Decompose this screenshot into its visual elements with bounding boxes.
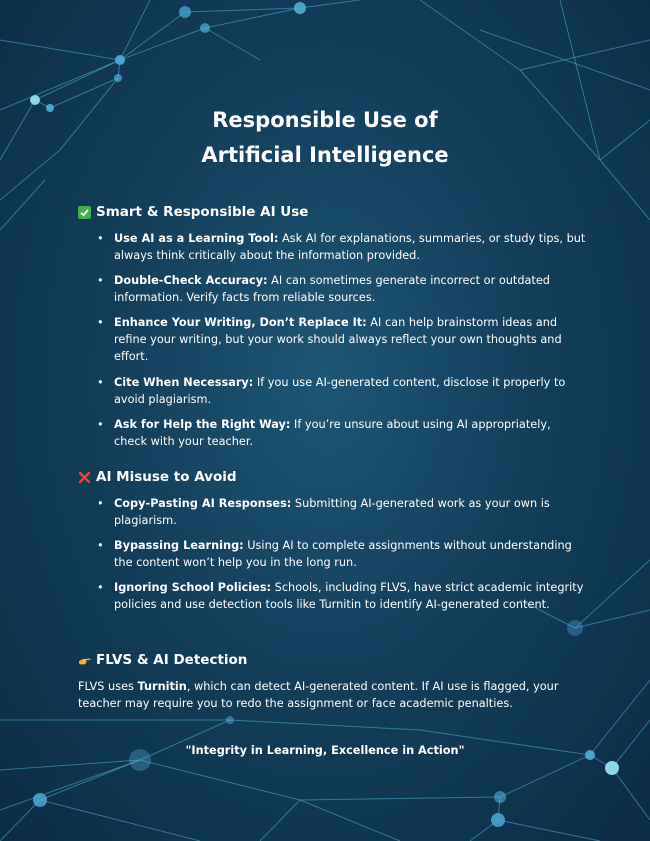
list-item: • Copy-Pasting AI Responses: Submitting AI-generated work as your own is plagiarism. — [97, 495, 587, 529]
list-item: • Ask for Help the Right Way: If you’re unsure about using AI appropriately, check with your teacher. — [97, 416, 587, 450]
title-line-1: Responsible Use of — [212, 108, 438, 132]
list-item: • Enhance Your Writing, Don’t Replace It: AI can help brainstorm ideas and refine your writing, but your work should always reflect your own thoughts and effort. — [97, 314, 587, 365]
detection-heading — [78, 651, 247, 669]
misuse-list — [97, 495, 587, 622]
smart-use-heading — [78, 203, 308, 221]
misuse-heading-text: AI Misuse to Avoid — [96, 469, 237, 485]
list-item: • Use AI as a Learning Tool: Ask AI for explanations, summaries, or study tips, but always think critically about the information provided. — [97, 230, 587, 264]
cross-mark-icon — [78, 471, 91, 484]
list-item: • Ignoring School Policies: Schools, including FLVS, have strict academic integrity policies and use detection tools like Turnitin to identify AI-generated content. — [97, 579, 587, 613]
list-item: • Bypassing Learning: Using AI to complete assignments without understanding the content won’t help you in the long run. — [97, 537, 587, 571]
list-item: • Cite When Necessary: If you use AI-generated content, disclose it properly to avoid plagiarism. — [97, 374, 587, 408]
detection-heading-text: FLVS & AI Detection — [96, 652, 248, 668]
list-item: • Double-Check Accuracy: AI can sometimes generate incorrect or outdated information. Verify facts from reliable sources. — [97, 272, 587, 306]
pointing-hand-icon — [78, 654, 91, 667]
smart-use-heading-text: Smart & Responsible AI Use — [96, 204, 309, 220]
smart-use-list — [97, 230, 587, 458]
title-line-2: Artificial Intelligence — [201, 143, 449, 167]
detection-paragraph: FLVS uses Turnitin, which can detect AI-generated content. If AI use is flagged, your teacher may require you to redo the assignment or face academic penalties. — [78, 680, 559, 710]
turnitin-term: Turnitin — [137, 680, 187, 693]
page-title — [0, 103, 650, 173]
closing-quote: "Integrity in Learning, Excellence in Action" — [185, 744, 465, 757]
check-mark-icon — [78, 206, 91, 219]
misuse-heading — [78, 468, 237, 486]
